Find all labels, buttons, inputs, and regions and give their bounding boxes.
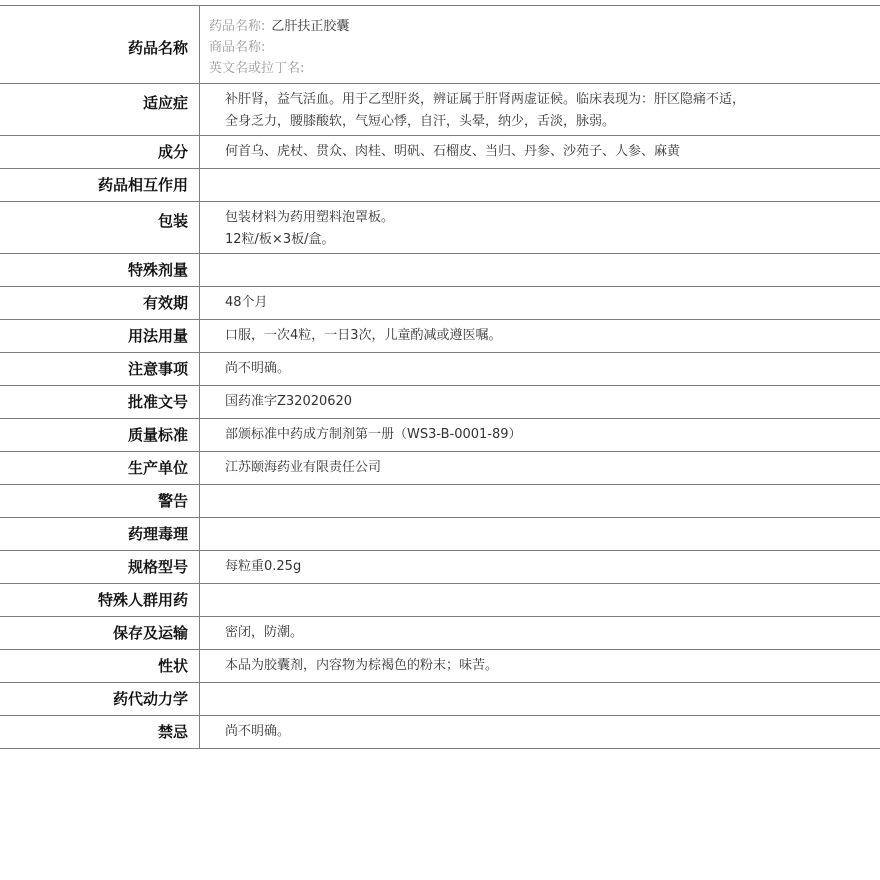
row-value <box>200 584 880 616</box>
row-value <box>200 419 880 451</box>
value-line: 本品为胶囊剂，内容物为棕褐色的粉末；味苦。 <box>225 658 499 673</box>
row-contraindications <box>0 716 880 749</box>
row-label: 适应症 <box>0 84 200 135</box>
row-ingredients <box>0 136 880 169</box>
row-label: 有效期 <box>0 287 200 319</box>
row-value <box>200 136 880 168</box>
value-line: 口服，一次4粒，一日3次，儿童酌减或遵医嘱。 <box>225 328 502 343</box>
row-approval <box>0 386 880 419</box>
row-label: 药代动力学 <box>0 683 200 715</box>
row-label: 批准文号 <box>0 386 200 418</box>
row-validity <box>0 287 880 320</box>
row-pharmacokinetics <box>0 683 880 716</box>
value-line: 密闭，防潮。 <box>225 625 304 640</box>
row-indications <box>0 84 880 136</box>
row-special_groups <box>0 584 880 617</box>
row-value <box>200 650 880 682</box>
row-manufacturer <box>0 452 880 485</box>
row-label: 成分 <box>0 136 200 168</box>
value-line: 12粒/板×3板/盒。 <box>225 232 335 247</box>
drug-info-table <box>0 5 880 749</box>
row-warning <box>0 485 880 518</box>
generic-name-value: 乙肝扶正胶囊 <box>271 19 350 34</box>
row-pharmacology <box>0 518 880 551</box>
row-label: 警告 <box>0 485 200 517</box>
row-value <box>200 551 880 583</box>
english-name-label: 英文名或拉丁名: <box>209 61 305 76</box>
row-value <box>200 6 880 83</box>
value-line: 每粒重0.25g <box>225 559 302 574</box>
row-label: 药理毒理 <box>0 518 200 550</box>
row-usage <box>0 320 880 353</box>
row-value <box>200 485 880 517</box>
row-standard <box>0 419 880 452</box>
value-line: 江苏颐海药业有限责任公司 <box>225 460 382 475</box>
row-label: 用法用量 <box>0 320 200 352</box>
value-line: 全身乏力，腰膝酸软，气短心悸，自汗，头晕，纳少，舌淡，脉弱。 <box>225 114 616 129</box>
row-label: 保存及运输 <box>0 617 200 649</box>
value-line: 国药准字Z32020620 <box>225 394 353 409</box>
row-value <box>200 617 880 649</box>
row-value <box>200 254 880 286</box>
row-interactions <box>0 169 880 202</box>
row-value <box>200 287 880 319</box>
value-line: 尚不明确。 <box>225 361 291 376</box>
row-value <box>200 518 880 550</box>
value-line: 包装材料为药用塑料泡罩板。 <box>225 210 395 225</box>
trade-name-label: 商品名称: <box>209 40 266 55</box>
row-value <box>200 386 880 418</box>
row-value <box>200 716 880 748</box>
row-value <box>200 169 880 201</box>
row-specification <box>0 551 880 584</box>
row-label: 性状 <box>0 650 200 682</box>
row-drug-name <box>0 6 880 84</box>
row-value <box>200 202 880 253</box>
row-description <box>0 650 880 683</box>
generic-name-label: 药品名称: <box>209 19 266 34</box>
row-label: 特殊剂量 <box>0 254 200 286</box>
row-value <box>200 84 880 135</box>
row-label: 规格型号 <box>0 551 200 583</box>
row-value <box>200 683 880 715</box>
generic-name-line <box>209 16 870 37</box>
row-label: 生产单位 <box>0 452 200 484</box>
row-special_dosage <box>0 254 880 287</box>
row-value <box>200 452 880 484</box>
value-line: 补肝肾，益气活血。用于乙型肝炎，辨证属于肝肾两虚证候。临床表现为：肝区隐痛不适， <box>225 92 746 107</box>
row-label: 质量标准 <box>0 419 200 451</box>
row-label: 包装 <box>0 202 200 253</box>
row-packaging <box>0 202 880 254</box>
row-label: 药品相互作用 <box>0 169 200 201</box>
row-storage <box>0 617 880 650</box>
row-label: 特殊人群用药 <box>0 584 200 616</box>
row-value <box>200 353 880 385</box>
value-line: 何首乌、虎杖、贯众、肉桂、明矾、石榴皮、当归、丹参、沙苑子、人参、麻黄 <box>225 144 681 159</box>
info-rows <box>0 84 880 749</box>
row-label: 药品名称 <box>0 6 200 83</box>
value-line: 48个月 <box>225 295 268 310</box>
row-label: 禁忌 <box>0 716 200 748</box>
row-value <box>200 320 880 352</box>
value-line: 部颁标准中药成方制剂第一册（WS3-B-0001-89） <box>225 427 522 442</box>
row-label: 注意事项 <box>0 353 200 385</box>
value-line: 尚不明确。 <box>225 724 291 739</box>
row-precautions <box>0 353 880 386</box>
